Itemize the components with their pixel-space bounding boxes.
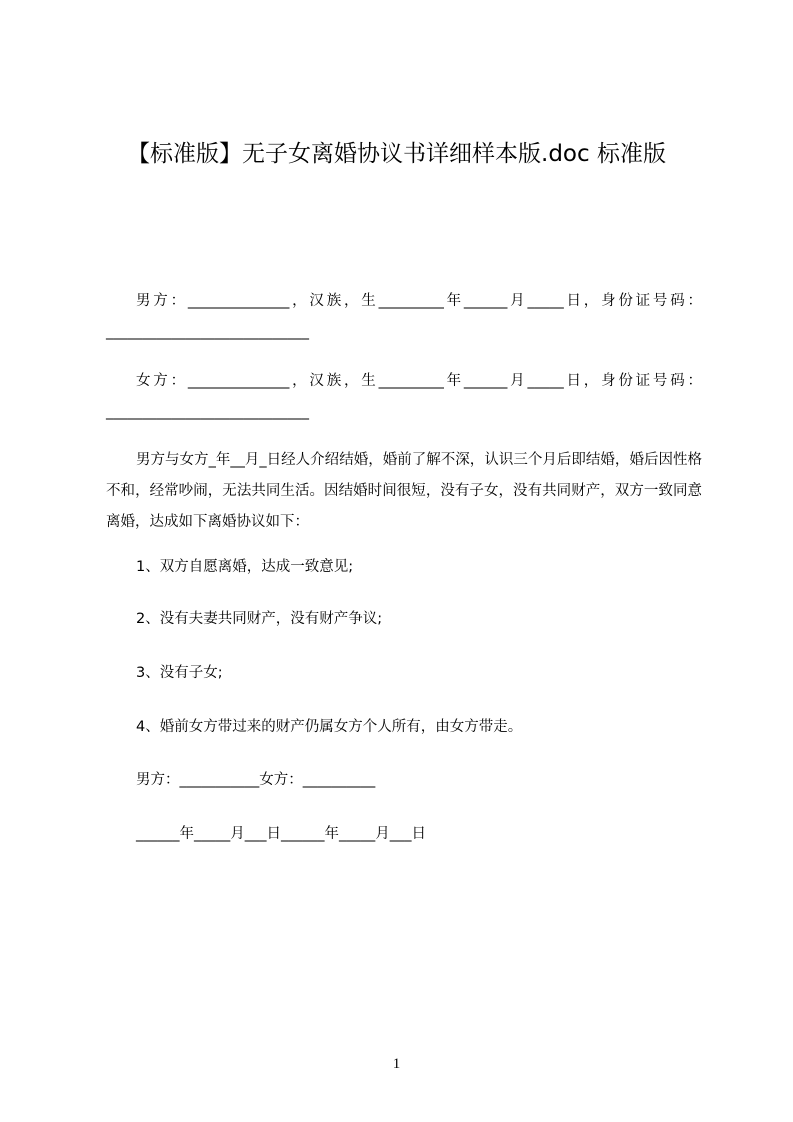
husband-info-paragraph: 男方：______________，汉族，生_________年______月_____日，身份证号码：____________________________ xyxy=(106,293,702,340)
clause-2: 2、没有夫妻共同财产，没有财产争议; xyxy=(136,611,383,627)
wife-info-paragraph: 女方：______________，汉族，生_________年______月_____日，身份证号码：____________________________ xyxy=(106,373,702,420)
signature-line: 男方：___________女方：__________ xyxy=(136,772,376,788)
intro-paragraph: 男方与女方_年__月_日经人介绍结婚，婚前了解不深，认识三个月后即结婚，婚后因性格不和，经常吵闹，无法共同生活。因结婚时间很短，没有子女，没有共同财产，双方一致同意离婚，达成如下离婚协议如下： xyxy=(106,452,702,530)
clause-3: 3、没有子女; xyxy=(136,665,223,681)
clause-1: 1、双方自愿离婚，达成一致意见; xyxy=(136,559,354,575)
clause-4: 4、婚前女方带过来的财产仍属女方个人所有，由女方带走。 xyxy=(136,719,523,735)
date-line: ______年_____月___日______年_____月___日 xyxy=(136,826,426,842)
page-number: 1 xyxy=(392,1056,401,1072)
page-title: 【标准版】无子女离婚协议书详细样本版.doc 标准版 xyxy=(127,141,666,167)
